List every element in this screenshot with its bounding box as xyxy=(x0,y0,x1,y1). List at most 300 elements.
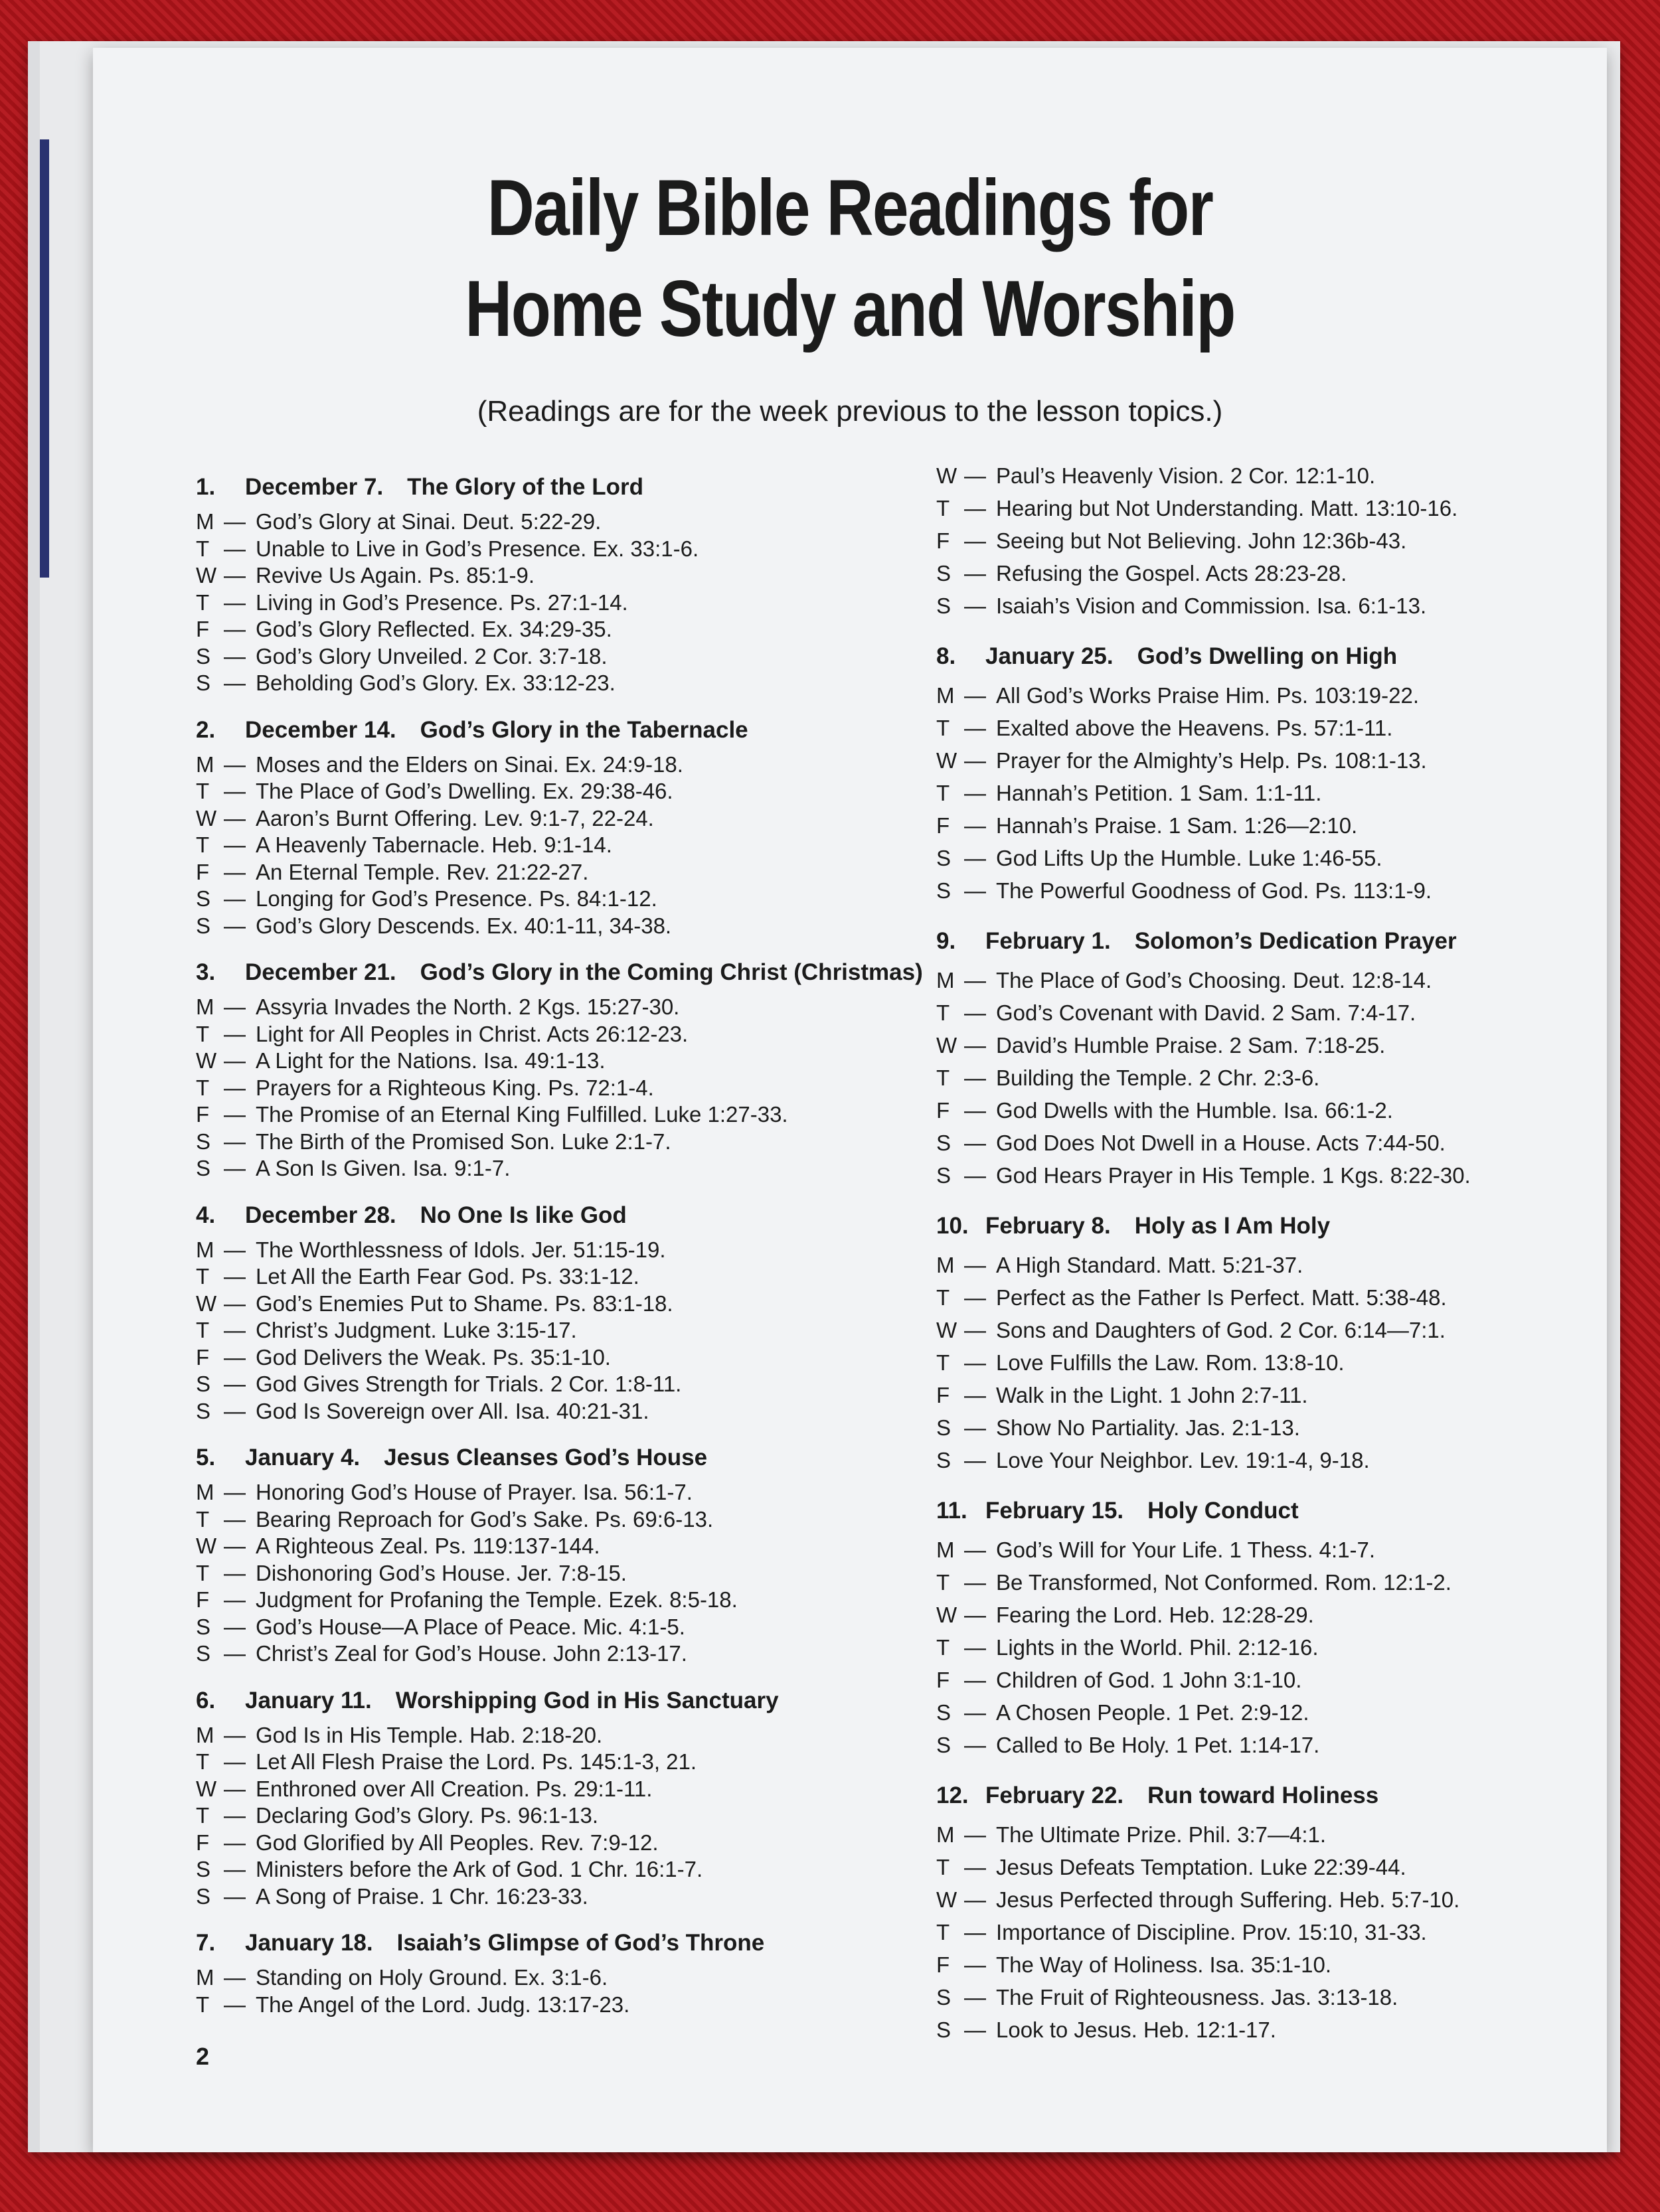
lesson-date: December 28. xyxy=(245,1202,396,1228)
reading-text: Declaring God’s Glory. Ps. 96:1-13. xyxy=(256,1803,599,1828)
reading-dash: — xyxy=(224,1344,246,1370)
reading-text: Hannah’s Praise. 1 Sam. 1:26—2:10. xyxy=(996,813,1358,838)
reading-row xyxy=(196,1802,926,1830)
title-line: Daily Bible Readings for xyxy=(487,163,1213,252)
reading-row xyxy=(196,805,926,832)
reading-day: T xyxy=(196,1318,210,1342)
reading-dash: — xyxy=(224,1776,246,1801)
reading-day: M xyxy=(196,509,214,534)
reading-dash: — xyxy=(964,1415,986,1440)
reading-row xyxy=(936,2014,1600,2046)
reading-row xyxy=(196,562,926,590)
section-heading xyxy=(196,473,926,502)
reading-dash: — xyxy=(964,463,986,488)
reading-day: S xyxy=(196,1372,211,1396)
reading-dash: — xyxy=(224,779,246,803)
reading-dash: — xyxy=(964,1253,986,1277)
reading-dash: — xyxy=(224,1398,246,1423)
reading-dash: — xyxy=(224,994,246,1019)
reading-row xyxy=(196,1506,926,1534)
reading-day: W xyxy=(196,1776,217,1801)
reading-text: Longing for God’s Presence. Ps. 84:1-12. xyxy=(256,886,657,911)
reading-text: Paul’s Heavenly Vision. 2 Cor. 12:1-10. xyxy=(996,463,1376,488)
reading-dash: — xyxy=(224,1048,246,1073)
reading-text: All God’s Works Praise Him. Ps. 103:19-22. xyxy=(996,683,1420,708)
reading-dash: — xyxy=(224,1075,246,1100)
reading-text: Children of God. 1 John 3:1-10. xyxy=(996,1668,1302,1692)
reading-day: F xyxy=(936,1952,950,1977)
reading-dash: — xyxy=(964,2017,986,2042)
section-heading xyxy=(196,1686,926,1715)
reading-section xyxy=(196,1443,926,1668)
reading-dash: — xyxy=(964,528,986,553)
reading-day: F xyxy=(936,528,950,553)
lesson-date: January 25. xyxy=(985,643,1114,669)
reading-day: W xyxy=(936,463,957,488)
reading-dash: — xyxy=(964,1131,986,1155)
reading-section xyxy=(936,642,1600,907)
reading-row xyxy=(196,1263,926,1291)
lesson-number: 1. xyxy=(196,474,216,500)
reading-row xyxy=(196,1101,926,1129)
lesson-topic: Isaiah’s Glimpse of God’s Throne xyxy=(396,1930,765,1956)
reading-text: Perfect as the Father Is Perfect. Matt. 5:38-48. xyxy=(996,1285,1447,1310)
reading-dash: — xyxy=(964,1163,986,1188)
reading-text: Seeing but Not Believing. John 12:36b-43. xyxy=(996,528,1407,553)
reading-text: God Glorified by All Peoples. Rev. 7:9-12. xyxy=(256,1830,659,1855)
section-heading xyxy=(936,1496,1600,1526)
reading-day: T xyxy=(936,1285,950,1310)
reading-dash: — xyxy=(964,1733,986,1757)
lesson-date: December 21. xyxy=(245,959,396,985)
reading-day: T xyxy=(196,590,210,615)
lesson-topic: Jesus Cleanses God’s House xyxy=(384,1445,708,1470)
reading-text: Revive Us Again. Ps. 85:1-9. xyxy=(256,563,535,588)
reading-row xyxy=(936,809,1600,842)
reading-day: S xyxy=(196,643,211,669)
reading-section-continued xyxy=(936,459,1600,622)
reading-day: S xyxy=(196,1641,211,1666)
reading-row xyxy=(196,1371,926,1398)
reading-row xyxy=(196,1883,926,1911)
section-heading xyxy=(196,1201,926,1230)
reading-text: Lights in the World. Phil. 2:12-16. xyxy=(996,1635,1319,1660)
reading-row xyxy=(196,1398,926,1425)
reading-dash: — xyxy=(964,593,986,618)
reading-dash: — xyxy=(964,1635,986,1660)
reading-dash: — xyxy=(964,1603,986,1627)
reading-dash: — xyxy=(964,846,986,870)
reading-row xyxy=(196,590,926,617)
reading-section xyxy=(196,958,926,1182)
reading-row xyxy=(196,1776,926,1803)
reading-day: T xyxy=(196,1560,210,1585)
reading-dash: — xyxy=(224,1021,246,1046)
lesson-number: 9. xyxy=(936,928,956,954)
reading-text: A High Standard. Matt. 5:21-37. xyxy=(996,1253,1303,1277)
reading-dash: — xyxy=(224,1722,246,1747)
reading-text: David’s Humble Praise. 2 Sam. 7:18-25. xyxy=(996,1033,1386,1058)
reading-row xyxy=(936,1346,1600,1379)
reading-text: God Is in His Temple. Hab. 2:18-20. xyxy=(256,1722,603,1747)
reading-day: T xyxy=(196,1992,210,2017)
reading-day: T xyxy=(936,1066,950,1090)
section-heading xyxy=(936,1212,1600,1241)
reading-day: T xyxy=(196,1021,210,1046)
reading-day: T xyxy=(196,832,210,857)
reading-row xyxy=(936,1883,1600,1916)
reading-text: Standing on Holy Ground. Ex. 3:1-6. xyxy=(256,1965,608,1990)
reading-row xyxy=(936,1599,1600,1631)
reading-text: A Righteous Zeal. Ps. 119:137-144. xyxy=(256,1534,600,1558)
reading-row xyxy=(936,1379,1600,1411)
reading-section xyxy=(196,716,926,940)
reading-row xyxy=(936,1631,1600,1664)
reading-day: T xyxy=(196,1803,210,1828)
lesson-topic: Holy Conduct xyxy=(1147,1498,1299,1524)
lesson-number: 6. xyxy=(196,1687,216,1713)
reading-row xyxy=(196,1291,926,1318)
reading-day: S xyxy=(936,2017,952,2042)
reading-dash: — xyxy=(224,1372,246,1396)
reading-row xyxy=(936,1127,1600,1159)
reading-day: W xyxy=(196,1048,217,1073)
lesson-number: 5. xyxy=(196,1445,216,1470)
reading-day: S xyxy=(936,561,952,586)
reading-dash: — xyxy=(224,590,246,615)
reading-row xyxy=(936,744,1600,777)
reading-day: T xyxy=(936,1920,950,1944)
reading-dash: — xyxy=(224,1803,246,1828)
reading-day: S xyxy=(196,886,211,911)
reading-row xyxy=(936,842,1600,874)
section-heading xyxy=(936,1781,1600,1810)
lesson-topic: The Glory of the Lord xyxy=(407,474,643,500)
reading-day: S xyxy=(936,1733,952,1757)
reading-text: Jesus Perfected through Suffering. Heb. 5:7-10. xyxy=(996,1887,1460,1912)
reading-day: W xyxy=(936,1603,957,1627)
reading-row xyxy=(936,1916,1600,1948)
reading-row xyxy=(936,492,1600,524)
reading-text: Exalted above the Heavens. Ps. 57:1-11. xyxy=(996,716,1393,740)
reading-text: The Place of God’s Dwelling. Ex. 29:38-46. xyxy=(256,779,673,803)
lesson-number: 2. xyxy=(196,716,216,743)
reading-text: Bearing Reproach for God’s Sake. Ps. 69:6-13. xyxy=(256,1506,714,1532)
lesson-date: February 22. xyxy=(985,1782,1124,1808)
reading-dash: — xyxy=(224,1156,246,1180)
reading-text: God Does Not Dwell in a House. Acts 7:44-50. xyxy=(996,1131,1446,1155)
reading-row xyxy=(936,1249,1600,1281)
reading-row xyxy=(196,1560,926,1587)
reading-dash: — xyxy=(964,1285,986,1310)
reading-row xyxy=(936,712,1600,744)
reading-day: T xyxy=(936,496,950,520)
section-heading xyxy=(936,642,1600,671)
reading-text: Unable to Live in God’s Presence. Ex. 33:1-6. xyxy=(256,536,699,561)
reading-row xyxy=(196,1317,926,1344)
reading-day: T xyxy=(936,1855,950,1879)
reading-text: Moses and the Elders on Sinai. Ex. 24:9-18. xyxy=(256,751,683,777)
reading-dash: — xyxy=(224,1102,246,1127)
lesson-topic: No One Is like God xyxy=(420,1202,627,1228)
reading-dash: — xyxy=(224,751,246,777)
reading-day: W xyxy=(936,748,957,773)
reading-row xyxy=(936,964,1600,996)
reading-dash: — xyxy=(964,1985,986,2010)
page-number: 2 xyxy=(196,2043,210,2070)
reading-day: F xyxy=(196,1344,210,1370)
reading-dash: — xyxy=(224,563,246,588)
reading-day: M xyxy=(196,994,214,1019)
reading-text: Christ’s Zeal for God’s House. John 2:13-17. xyxy=(256,1641,687,1666)
reading-day: T xyxy=(936,1570,950,1595)
reading-day: T xyxy=(196,1264,210,1289)
reading-day: T xyxy=(936,716,950,740)
reading-text: Jesus Defeats Temptation. Luke 22:39-44. xyxy=(996,1855,1406,1879)
reading-day: S xyxy=(936,1448,952,1472)
reading-row xyxy=(196,670,926,697)
lesson-number: 11. xyxy=(936,1498,967,1524)
reading-text: Dishonoring God’s House. Jer. 7:8-15. xyxy=(256,1560,627,1585)
reading-text: The Worthlessness of Idols. Jer. 51:15-19. xyxy=(256,1237,666,1262)
reading-dash: — xyxy=(964,1033,986,1058)
reading-day: W xyxy=(196,563,217,588)
reading-dash: — xyxy=(224,1291,246,1316)
reading-row xyxy=(936,1444,1600,1476)
reading-dash: — xyxy=(224,913,246,938)
lesson-date: February 8. xyxy=(985,1213,1111,1239)
reading-section xyxy=(196,1686,926,1911)
reading-row xyxy=(936,1664,1600,1696)
reading-day: F xyxy=(936,1668,950,1692)
reading-day: S xyxy=(196,1883,211,1909)
reading-row xyxy=(936,1314,1600,1346)
reading-text: Hearing but Not Understanding. Matt. 13:10-16. xyxy=(996,496,1458,520)
reading-day: T xyxy=(936,1350,950,1375)
reading-dash: — xyxy=(964,561,986,586)
reading-dash: — xyxy=(224,1587,246,1612)
reading-row xyxy=(196,832,926,859)
reading-dash: — xyxy=(224,536,246,561)
reading-text: God Dwells with the Humble. Isa. 66:1-2. xyxy=(996,1098,1393,1123)
lesson-number: 4. xyxy=(196,1202,216,1228)
reading-day: T xyxy=(196,536,210,561)
reading-dash: — xyxy=(964,1700,986,1725)
reading-dash: — xyxy=(964,683,986,708)
reading-text: Love Fulfills the Law. Rom. 13:8-10. xyxy=(996,1350,1345,1375)
lesson-number: 7. xyxy=(196,1930,216,1956)
reading-text: God Hears Prayer in His Temple. 1 Kgs. 8:22-30. xyxy=(996,1163,1471,1188)
reading-row xyxy=(196,778,926,805)
reading-section xyxy=(936,1781,1600,2046)
reading-text: The Way of Holiness. Isa. 35:1-10. xyxy=(996,1952,1332,1977)
reading-day: M xyxy=(196,751,214,777)
reading-row xyxy=(196,1533,926,1560)
reading-dash: — xyxy=(964,748,986,773)
lesson-date: December 7. xyxy=(245,474,384,500)
reading-day: M xyxy=(936,1538,955,1562)
reading-day: F xyxy=(196,1830,210,1855)
reading-row xyxy=(196,859,926,886)
reading-day: W xyxy=(936,1887,957,1912)
section-heading xyxy=(196,1929,926,1958)
reading-text: God’s Glory at Sinai. Deut. 5:22-29. xyxy=(256,509,602,534)
reading-dash: — xyxy=(224,805,246,830)
reading-dash: — xyxy=(224,1830,246,1855)
reading-text: A Light for the Nations. Isa. 49:1-13. xyxy=(256,1048,606,1073)
section-heading xyxy=(196,716,926,745)
lesson-date: February 1. xyxy=(985,928,1111,954)
reading-dash: — xyxy=(224,1237,246,1262)
reading-row xyxy=(936,1851,1600,1883)
reading-row xyxy=(196,1749,926,1776)
reading-day: S xyxy=(936,1131,952,1155)
reading-row xyxy=(936,679,1600,712)
reading-day: M xyxy=(196,1237,214,1262)
reading-row xyxy=(936,1696,1600,1729)
reading-text: A Son Is Given. Isa. 9:1-7. xyxy=(256,1156,511,1180)
reading-text: God Is Sovereign over All. Isa. 40:21-31. xyxy=(256,1398,649,1423)
reading-dash: — xyxy=(964,1448,986,1472)
reading-row xyxy=(196,536,926,563)
reading-day: S xyxy=(196,1129,211,1154)
reading-day: S xyxy=(936,593,952,618)
reading-day: W xyxy=(936,1033,957,1058)
reading-dash: — xyxy=(224,1318,246,1342)
reading-day: W xyxy=(196,805,217,830)
lesson-topic: Holy as I Am Holy xyxy=(1134,1213,1331,1239)
reading-day: W xyxy=(936,1318,957,1342)
reading-text: Aaron’s Burnt Offering. Lev. 9:1-7, 22-24. xyxy=(256,805,654,830)
reading-day: T xyxy=(196,1075,210,1100)
reading-text: A Chosen People. 1 Pet. 2:9-12. xyxy=(996,1700,1309,1725)
reading-day: W xyxy=(196,1291,217,1316)
reading-day: F xyxy=(196,859,210,884)
reading-row xyxy=(196,1129,926,1156)
reading-section xyxy=(936,927,1600,1192)
reading-dash: — xyxy=(224,1992,246,2017)
reading-text: God’s House—A Place of Peace. Mic. 4:1-5. xyxy=(256,1614,685,1639)
reading-row xyxy=(936,1411,1600,1444)
reading-dash: — xyxy=(964,813,986,838)
lesson-date: January 11. xyxy=(245,1687,372,1713)
reading-row xyxy=(196,1722,926,1749)
reading-dash: — xyxy=(224,1264,246,1289)
reading-dash: — xyxy=(964,1318,986,1342)
reading-dash: — xyxy=(964,1920,986,1944)
reading-day: M xyxy=(196,1965,214,1990)
reading-text: God’s Glory Descends. Ex. 40:1-11, 34-38. xyxy=(256,913,672,938)
reading-dash: — xyxy=(224,643,246,669)
reading-text: Called to Be Holy. 1 Pet. 1:14-17. xyxy=(996,1733,1320,1757)
reading-row xyxy=(196,1479,926,1506)
reading-dash: — xyxy=(224,1480,246,1504)
reading-day: F xyxy=(936,813,950,838)
reading-day: S xyxy=(936,1985,952,2010)
reading-day: M xyxy=(936,683,955,708)
reading-text: Light for All Peoples in Christ. Acts 26:12-23. xyxy=(256,1021,689,1046)
reading-section xyxy=(196,1201,926,1425)
reading-text: The Angel of the Lord. Judg. 13:17-23. xyxy=(256,1992,630,2017)
reading-day: S xyxy=(936,878,952,903)
reading-text: God Lifts Up the Humble. Luke 1:46-55. xyxy=(996,846,1382,870)
reading-section xyxy=(936,1496,1600,1761)
reading-section xyxy=(936,1212,1600,1476)
reading-row xyxy=(196,1614,926,1641)
reading-dash: — xyxy=(224,832,246,857)
reading-day: S xyxy=(196,913,211,938)
reading-dash: — xyxy=(964,716,986,740)
reading-row xyxy=(936,1029,1600,1062)
lesson-date: December 14. xyxy=(245,716,396,743)
reading-section xyxy=(196,473,926,697)
right-column xyxy=(936,459,1600,2066)
reading-day: F xyxy=(196,617,210,641)
reading-text: Ministers before the Ark of God. 1 Chr. 16:1-7. xyxy=(256,1857,703,1881)
lesson-number: 8. xyxy=(936,643,956,669)
reading-row xyxy=(936,1981,1600,2014)
reading-text: Living in God’s Presence. Ps. 27:1-14. xyxy=(256,590,628,615)
reading-row xyxy=(936,1094,1600,1127)
reading-dash: — xyxy=(224,1749,246,1774)
reading-dash: — xyxy=(224,1560,246,1585)
reading-day: S xyxy=(196,1614,211,1639)
reading-row xyxy=(936,1534,1600,1566)
reading-text: God’s Glory Reflected. Ex. 34:29-35. xyxy=(256,617,612,641)
reading-row xyxy=(196,1075,926,1102)
reading-row xyxy=(936,557,1600,590)
reading-day: M xyxy=(936,968,955,992)
lesson-number: 12. xyxy=(936,1782,969,1808)
reading-text: Sons and Daughters of God. 2 Cor. 6:14—7:1. xyxy=(996,1318,1446,1342)
reading-row xyxy=(196,994,926,1021)
reading-row xyxy=(196,751,926,779)
reading-dash: — xyxy=(964,1570,986,1595)
reading-day: F xyxy=(936,1098,950,1123)
reading-text: An Eternal Temple. Rev. 21:22-27. xyxy=(256,859,589,884)
reading-day: W xyxy=(196,1534,217,1558)
reading-day: T xyxy=(196,779,210,803)
left-column xyxy=(196,473,926,2037)
reading-row xyxy=(196,1587,926,1614)
reading-text: Hannah’s Petition. 1 Sam. 1:1-11. xyxy=(996,781,1322,805)
reading-row xyxy=(936,777,1600,809)
reading-text: God’s Covenant with David. 2 Sam. 7:4-17. xyxy=(996,1000,1416,1025)
cover-edge xyxy=(40,139,49,578)
lesson-date: February 15. xyxy=(985,1498,1124,1524)
reading-text: Be Transformed, Not Conformed. Rom. 12:1-2. xyxy=(996,1570,1452,1595)
reading-text: The Fruit of Righteousness. Jas. 3:13-18. xyxy=(996,1985,1398,2010)
reading-day: M xyxy=(196,1480,214,1504)
reading-dash: — xyxy=(224,617,246,641)
reading-dash: — xyxy=(964,1383,986,1407)
page-title xyxy=(229,157,1471,359)
reading-text: Importance of Discipline. Prov. 15:10, 31-33. xyxy=(996,1920,1427,1944)
reading-text: God Gives Strength for Trials. 2 Cor. 1:8-11. xyxy=(256,1372,682,1396)
reading-text: Prayers for a Righteous King. Ps. 72:1-4. xyxy=(256,1075,654,1100)
reading-day: T xyxy=(936,1635,950,1660)
reading-day: S xyxy=(936,1163,952,1188)
title-line: Home Study and Worship xyxy=(465,264,1235,353)
reading-text: The Birth of the Promised Son. Luke 2:1-7. xyxy=(256,1129,671,1154)
reading-text: Let All the Earth Fear God. Ps. 33:1-12. xyxy=(256,1264,639,1289)
reading-row xyxy=(936,1729,1600,1761)
reading-row xyxy=(196,1344,926,1372)
reading-day: F xyxy=(196,1102,210,1127)
reading-text: Honoring God’s House of Prayer. Isa. 56:1-7. xyxy=(256,1480,693,1504)
reading-row xyxy=(196,913,926,940)
reading-day: M xyxy=(936,1253,955,1277)
